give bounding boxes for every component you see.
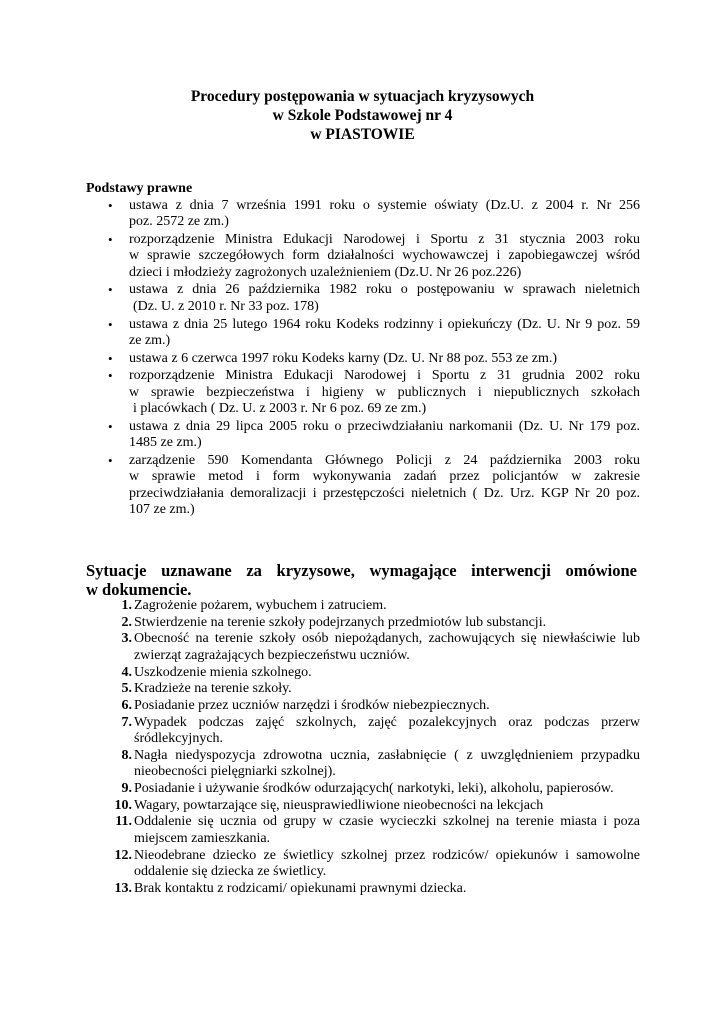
item-text-line: 107 ze zm.): [129, 501, 195, 517]
item-text-line: w sprawie szczegółowych form działalności wychowawczej i zapobiegawczej wśród: [129, 248, 640, 264]
legal-basis-item: [108, 232, 640, 281]
situation-item: [110, 598, 640, 615]
item-text-line: ustawa z dnia 26 października 1982 roku o postępowaniu w sprawach nieletnich: [129, 282, 640, 298]
heading-line: w dokumencie.: [86, 580, 192, 599]
situation-item: [110, 681, 640, 698]
item-text-line: Oddalenie się ucznia od grupy w czasie wycieczki szkolnej na terenie miasta i poza: [134, 814, 640, 830]
item-text-line: zarządzenie 590 Komendanta Głównego Policji z 24 października 2003 roku: [129, 452, 640, 468]
item-text-line: nieobecności pielęgniarki szkolnej).: [134, 764, 336, 780]
item-number: 10.: [114, 797, 132, 813]
item-text-line: ustawa z dnia 29 lipca 2005 roku o przeciwdziałaniu narkomanii (Dz. U. Nr 179 poz.: [129, 418, 640, 434]
item-text-line: Brak kontaktu z rodzicami/ opiekunami prawnymi dziecka.: [134, 880, 467, 896]
bullet-icon: •: [108, 232, 113, 248]
item-number: 7.: [121, 714, 132, 730]
item-text-line: Posiadanie przez uczniów narzędzi i środków niebezpiecznych.: [134, 697, 490, 713]
situation-item: [110, 781, 640, 798]
bullet-icon: •: [108, 418, 113, 434]
situation-item: [110, 748, 640, 781]
bullet-icon: •: [108, 350, 113, 366]
item-text-line: Stwierdzenie na terenie szkoły podejrzanych przedmiotów lub substancji.: [134, 614, 547, 630]
legal-basis-item: [108, 368, 640, 417]
item-number: 13.: [114, 880, 132, 896]
item-number: 8.: [121, 747, 132, 763]
item-number: 3.: [121, 631, 132, 647]
item-number: 9.: [121, 781, 132, 796]
item-text-line: przeciwdziałania demoralizacji i przestępczości nieletnich ( Dz. Urz. KGP Nr 20 poz.: [129, 485, 640, 501]
item-text-line: rozporządzenie Ministra Edukacji Narodowej i Sportu z 31 grudnia 2002 roku: [129, 368, 640, 384]
title-line: Procedury postępowania w sytuacjach kryzysowych: [190, 88, 535, 105]
legal-basis-item: [108, 317, 640, 350]
item-number: 4.: [121, 664, 132, 680]
item-text-line: dzieci i młodzieży zagrożonych uzależnieniem (Dz.U. Nr 26 poz.226): [129, 264, 522, 280]
situation-item: [110, 798, 640, 815]
item-number: 1.: [121, 598, 132, 613]
item-number: 6.: [121, 697, 132, 713]
bullet-icon: •: [108, 316, 113, 332]
item-text-line: Posiadanie i używanie środków odurzających( narkotyki, leki), alkoholu, papierosów.: [134, 781, 614, 796]
legal-basis-heading: Podstawy prawne: [86, 181, 193, 196]
item-text-line: oddalenie się dziecka ze świetlicy.: [134, 864, 327, 880]
heading-line: Sytuacje uznawane za kryzysowe, wymagające interwencji omówione: [86, 561, 637, 580]
legal-basis-item: [108, 351, 640, 367]
situations-list: [110, 598, 640, 897]
item-text-line: Wypadek podczas zajęć szkolnych, zajęć pozalekcyjnych oraz podczas przerw: [134, 714, 640, 730]
item-text-line: Nieodebrane dziecko ze świetlicy szkolnej przez rodziców/ opiekunów i samowolne: [134, 847, 640, 863]
title-line: w PIASTOWIE: [310, 126, 415, 143]
item-text-line: ustawa z dnia 25 lutego 1964 roku Kodeks rodzinny i opiekuńczy (Dz. U. Nr 9 poz. 59: [129, 316, 640, 332]
item-text-line: 1485 ze zm.): [129, 435, 202, 451]
item-text-line: i placówkach ( Dz. U. z 2003 r. Nr 6 poz. 69 ze zm.): [133, 401, 427, 417]
item-text-line: w sprawie metod i form wykonywania zadań przez policjantów w zakresie: [129, 469, 640, 485]
document-title: [0, 87, 725, 144]
title-line: w Szkole Podstawowej nr 4: [272, 107, 453, 124]
legal-basis-list: [108, 198, 640, 520]
item-text-line: Nagła niedyspozycja zdrowotna ucznia, zasłabnięcie ( z uwzględnieniem przypadku: [134, 747, 640, 763]
item-text-line: Wagary, powtarzające się, nieusprawiedliwione nieobecności na lekcjach: [134, 797, 544, 813]
item-text-line: miejscem zamieszkania.: [134, 830, 271, 846]
item-text-line: Kradzieże na terenie szkoły.: [134, 681, 292, 697]
item-text-line: Zagrożenie pożarem, wybuchem i zatruciem.: [134, 598, 387, 613]
situation-item: [110, 848, 640, 881]
situation-item: [110, 665, 640, 682]
item-text-line: poz. 2572 ze zm.): [129, 214, 229, 230]
legal-basis-item: [108, 198, 640, 231]
item-text-line: Uszkodzenie mienia szkolnego.: [134, 664, 312, 680]
item-text-line: (Dz. U. z 2010 r. Nr 33 poz. 178): [133, 298, 319, 314]
item-number: 12.: [114, 847, 132, 863]
situations-heading: [86, 561, 637, 599]
bullet-icon: •: [108, 368, 113, 384]
bullet-icon: •: [108, 452, 113, 468]
situation-item: [110, 631, 640, 664]
item-text-line: ustawa z 6 czerwca 1997 roku Kodeks karny (Dz. U. Nr 88 poz. 553 ze zm.): [129, 350, 558, 366]
legal-basis-item: [108, 453, 640, 518]
legal-basis-item: [108, 282, 640, 315]
item-number: 2.: [121, 614, 132, 630]
legal-basis-item: [108, 419, 640, 452]
bullet-icon: •: [108, 282, 113, 298]
item-text-line: rozporządzenie Ministra Edukacji Narodowej i Sportu z 31 stycznia 2003 roku: [129, 232, 640, 248]
situation-item: [110, 615, 640, 632]
item-number: 11.: [115, 814, 132, 830]
item-text-line: zwierząt zagrażających bezpieczeństwu uczniów.: [134, 647, 410, 663]
bullet-icon: •: [108, 198, 113, 213]
item-text-line: Obecność na terenie szkoły osób niepożądanych, zachowujących się niewłaściwie lub: [134, 631, 640, 647]
item-text-line: ustawa z dnia 7 września 1991 roku o systemie oświaty (Dz.U. z 2004 r. Nr 256: [129, 198, 640, 213]
situation-item: [110, 814, 640, 847]
situation-item: [110, 698, 640, 715]
situation-item: [110, 715, 640, 748]
item-text-line: śródlekcyjnych.: [134, 731, 224, 747]
item-text-line: w sprawie bezpieczeństwa i higieny w publicznych i niepublicznych szkołach: [129, 384, 640, 400]
item-number: 5.: [121, 681, 132, 697]
item-text-line: ze zm.): [129, 332, 171, 348]
situation-item: [110, 881, 640, 898]
